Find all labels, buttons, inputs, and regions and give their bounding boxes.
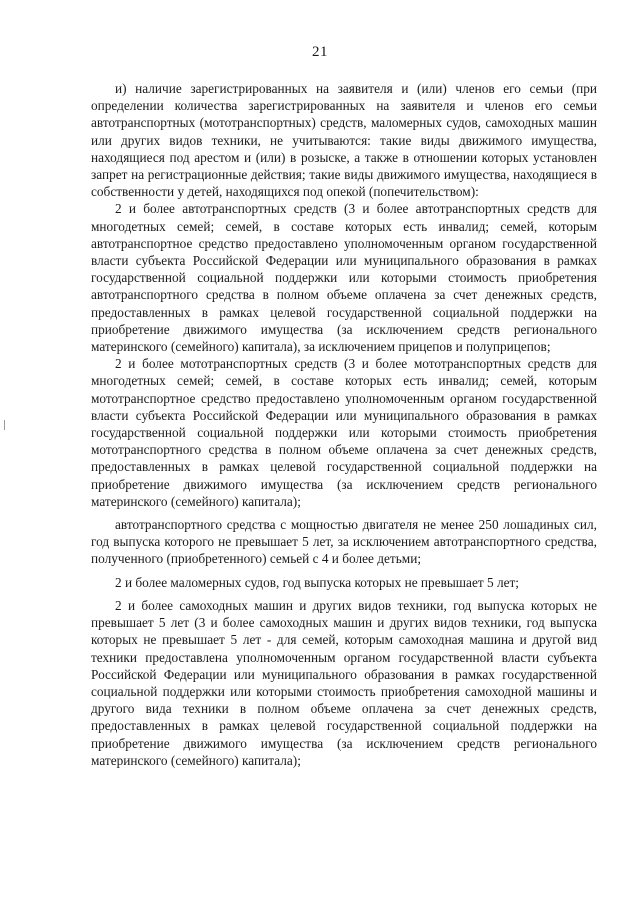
document-body	[91, 80, 597, 769]
paragraph-self-propelled-machines: 2 и более самоходных машин и других видов техники, год выпуска которых не превышает 5 лет (3 и более самоходных машин и других видов техники, год выпуска которых не превышает 5 лет - для семей, которым самоходная машина и другой вид техники предоставлена уполномоченным органом государственной власти субъекта Российской Федерации или муниципального образования в рамках государственной социальной поддержки или которыми стоимость приобретения самоходной машины и другого вида техники в полном объеме оплачена за счет денежных средств, предоставленных в рамках целевой государственной социальной поддержки на приобретение движимого имущества (за исключением средств регионального материнского (семейного) капитала);	[91, 597, 597, 768]
page-number: 21	[312, 44, 328, 60]
paragraph-item-i: и) наличие зарегистрированных на заявителя и (или) членов его семьи (при определении количества зарегистрированных на заявителя и членов его семьи автотранспортных (мототранспортных) средств, маломерных судов, самоходных машин или других видов техники, не учитываются: такие виды движимого имущества, находящиеся под арестом и (или) в розыске, а также в отношении которых установлен запрет на регистрационные действия; такие виды движимого имущества, находящиеся в собственности у детей, находящихся под опекой (попечительством):	[91, 81, 597, 200]
paragraph-motorcycles: 2 и более мототранспортных средств (3 и более мототранспортных средств для многодетных семей; семей, в составе которых есть инвалид; семей, которым мототранспортное средство предоставлено уполномоченным органом государственной власти субъекта Российской Федерации или муниципального образования в рамках государственной социальной поддержки или которыми стоимость приобретения мототранспортного средства в полном объеме оплачена за счет денежных средств, предоставленных в рамках целевой государственной социальной поддержки на приобретение движимого имущества (за исключением средств регионального материнского (семейного) капитала);	[91, 356, 597, 509]
scan-edge-mark	[4, 420, 5, 430]
paragraph-small-vessels: 2 и более маломерных судов, год выпуска которых не превышает 5 лет;	[115, 574, 520, 590]
paragraph-vehicles: 2 и более автотранспортных средств (3 и более автотранспортных средств для многодетных семей; семей, в составе которых есть инвалид; семей, которым автотранспортное средство предоставлено уполномоченным органом государственной власти субъекта Российской Федерации или муниципального образования в рамках государственной социальной поддержки или которыми стоимость приобретения автотранспортного средства в полном объеме оплачена за счет денежных средств, предоставленных в рамках целевой государственной социальной поддержки на приобретение движимого имущества (за исключением средств регионального материнского (семейного) капитала), за исключением прицепов и полуприцепов;	[91, 201, 597, 355]
paragraph-engine-power: автотранспортного средства с мощностью двигателя не менее 250 лошадиных сил, год выпуска которого не превышает 5 лет, за исключением автотранспортного средства, полученного (приобретенного) семьей с 4 и более детьми;	[91, 517, 597, 567]
